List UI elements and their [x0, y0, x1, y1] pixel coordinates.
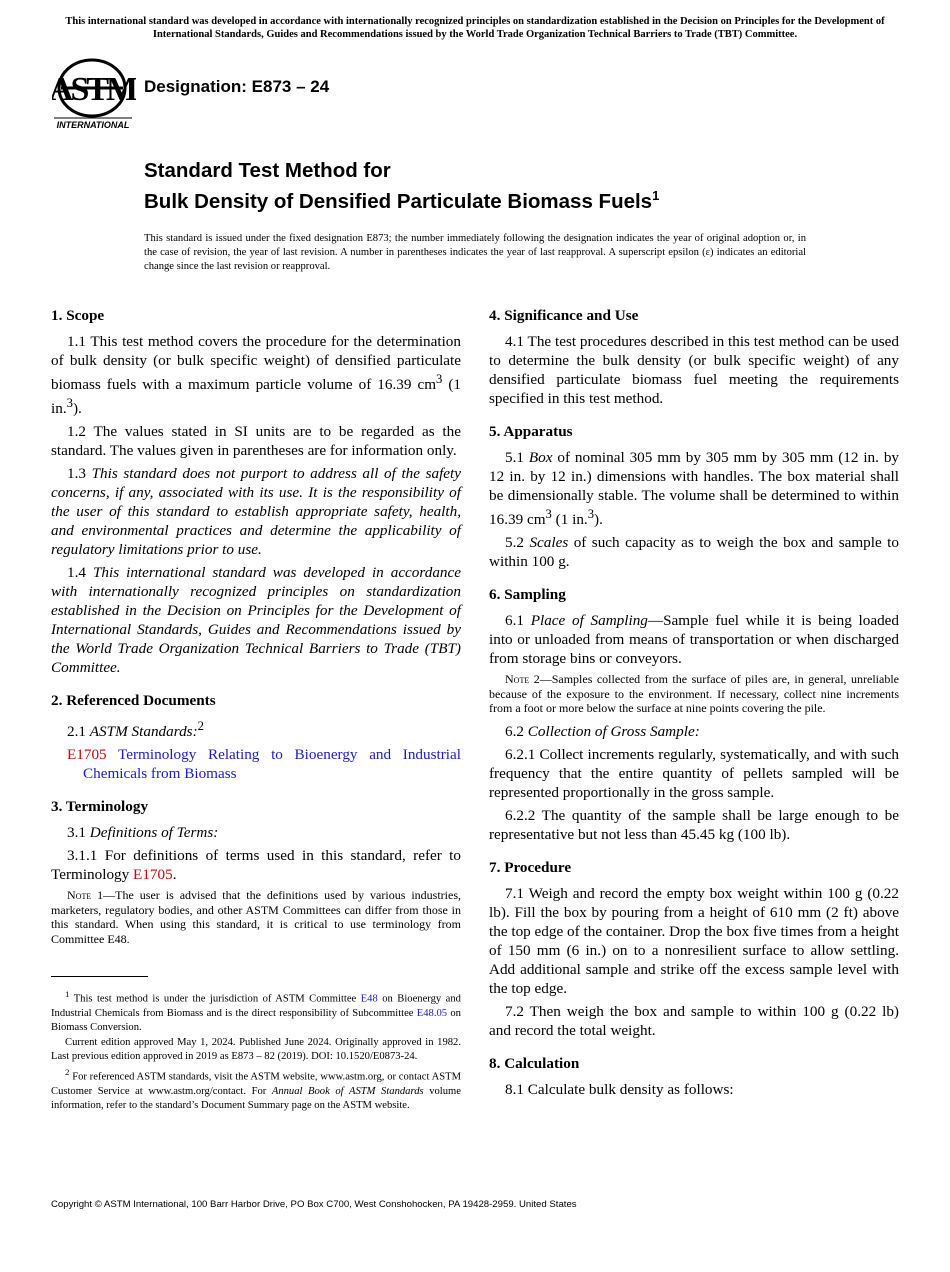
section-heading: 6. Sampling — [489, 586, 566, 604]
e1705-link[interactable]: E1705 — [133, 866, 173, 884]
paragraph-1-1: 1.1 This test method covers the procedure for the determination of bulk density (or bulk specific weight) of densified particulate biomass fuels with a maximum particle volume of 16.39 $cm^3$ (1 in.$^3$). — [51, 333, 461, 418]
issue-note: This standard is issued under the fixed designation E873; the number immediately following the designation indicates the year of original adoption or, in the case of revision, the year of last revision. A number in parentheses indicates the year of last reapproval. A superscript epsilon (ε) indicates an editorial change since the last revision or reapproval. — [144, 233, 806, 272]
ref-code-link[interactable]: E1705 — [67, 746, 107, 764]
paragraph-3-1-1: 3.1.1 For definitions of terms used in this standard, refer to Terminology E1705. — [51, 847, 461, 884]
title-line-2: Bulk Density of Densified Particulate Biomass Fuels$^1$ — [144, 188, 660, 213]
paragraph-1-3: 1.3 This standard does not purport to address all of the safety concerns, if any, associated with its use. It is the responsibility of the user of this standard to establish appropriate safety, health, and environmental practices and determine the applicability of regulatory limitations prior to use. — [51, 465, 462, 559]
paragraph-3-1: 3.1 Definitions of Terms: — [67, 824, 219, 842]
section-sampling — [489, 585, 899, 844]
section-calculation — [489, 1054, 899, 1099]
paragraph-2-1: 2.1 ASTM Standards:$^2$ — [67, 719, 204, 741]
paragraph-1-4: 1.4 This international standard was developed in accordance with internationally recognized principles on standardization established in the Decision on Principles for the Development of International Standards, Guides and Recommendations issued by the World Trade Organization Technical Barriers to Trade (TBT) Committee. — [51, 564, 462, 677]
document-title — [144, 158, 904, 214]
top-notice: This international standard was developed in accordance with internationally recognized principles on standardization established in the Decision on Principles for the Development of International Standards, Guides and Recommendations issued by the World Trade Organization Technical Barriers to Trade (TBT) Committee. — [65, 16, 885, 40]
paragraph-5-2: 5.2 Scales of such capacity as to weigh the box and sample to within 100 g. — [489, 534, 899, 571]
section-heading: 4. Significance and Use — [489, 307, 639, 324]
paragraph-7-2: 7.2 Then weigh the box and sample to within 100 g (0.22 lb) and record the total weight. — [489, 1002, 899, 1039]
designation: Designation: E873 – 24 — [144, 77, 330, 96]
footnotes — [51, 987, 461, 1114]
astm-logo — [52, 56, 136, 132]
e48-05-link[interactable]: E48.05 — [416, 1007, 448, 1019]
right-column — [489, 306, 899, 1113]
astm-logo-graphic — [52, 56, 136, 132]
paragraph-6-2: 6.2 Collection of Gross Sample: — [505, 722, 700, 740]
section-heading: 3. Terminology — [51, 798, 149, 816]
paragraph-7-1: 7.1 Weigh and record the empty box weight within 100 g (0.22 lb). Fill the box by pouring from a height of 610 mm (2 ft) above the top edge of the container. Drop the box five times from a height of 150 mm (6 in.) on to a nonresilient surface to allow settling. Add additional sample and strike off the excess sample level with the top edge. — [489, 884, 899, 997]
ref-title-link[interactable]: Terminology Relating to Bioenergy and Industrial Chemicals from Biomass — [83, 746, 461, 783]
paragraph-8-1: 8.1 Calculate bulk density as follows: — [505, 1080, 734, 1098]
note-2: Note 2—Samples collected from the surface of piles are, in general, unreliable because of the exposure to the environment. If necessary, collect nine increments from a foot or more below the surface at nine points covering the pile. — [489, 672, 900, 716]
paragraph-1-2: 1.2 The values stated in SI units are to be regarded as the standard. The values given in parentheses are for information only. — [51, 423, 461, 460]
e48-link[interactable]: E48 — [360, 993, 378, 1005]
paragraph-6-2-2: 6.2.2 The quantity of the sample shall be large enough to be representative but not less than 45.45 kg (100 lb). — [489, 806, 899, 843]
footnote-1-edition: Current edition approved May 1, 2024. Published June 2024. Originally approved in 1982. Last previous edition approved in 2019 as E873 – 82 (2019). DOI: 10.1520/E0873-24. — [51, 1036, 461, 1062]
section-heading: 1. Scope — [51, 307, 105, 324]
section-procedure — [489, 858, 899, 1040]
reference-e1705 — [67, 745, 461, 783]
title-line-1: Standard Test Method for — [144, 159, 391, 182]
paragraph-6-2-1: 6.2.1 Collect increments regularly, systematically, and with such frequency that the entire quantity of pellets sampled will be represented proportionally in the gross sample. — [489, 745, 899, 801]
section-scope — [51, 306, 461, 677]
section-heading: 7. Procedure — [489, 858, 572, 876]
paragraph-5-1: 5.1 Box of nominal 305 mm by 305 mm by 305 mm (12 in. by 12 in. by 12 in.) dimensions with handles. The box material shall be dimensionally stable. The volume shall be determined to within 16.39 $cm^3$ (1 in.$^3$). — [489, 449, 900, 529]
section-referenced-documents — [51, 691, 461, 783]
title-footnote-mark[interactable]: 1 — [652, 188, 660, 203]
footnote-2: $^2$ For referenced ASTM standards, visit the ASTM website, www.astm.org, or contact ASTM Customer Service at www.astm.org/contact. For Annual Book of ASTM Standards volume information, refer to the standard’s Document Summary page on the ASTM website. — [51, 1067, 462, 1111]
section-heading: 2. Referenced Documents — [51, 692, 216, 710]
paragraph-4-1: 4.1 The test procedures described in this test method can be used to determine the bulk density (or bulk specific weight) of any densified particulate biomass fuel meeting the requirements specified in this test method. — [489, 333, 899, 407]
footnote-1: $^1$ This test method is under the jurisdiction of ASTM Committee E48 on Bioenergy and Industrial Chemicals from Biomass and is the direct responsibility of Subcommittee E48.05 on Biomass Conversion. — [51, 989, 461, 1033]
section-heading: 8. Calculation — [489, 1054, 580, 1072]
footnote-mark-2[interactable]: 2 — [197, 719, 204, 734]
section-heading: 5. Apparatus — [489, 423, 573, 440]
left-column — [51, 306, 461, 960]
svg-text:ASTM: ASTM — [52, 71, 136, 108]
section-terminology — [51, 797, 461, 946]
section-apparatus — [489, 422, 899, 571]
footnote-divider — [51, 976, 148, 977]
svg-text:INTERNATIONAL: INTERNATIONAL — [56, 120, 130, 130]
paragraph-6-1: 6.1 Place of Sampling—Sample fuel while it is being loaded into or unloaded from means of transportation or when discharged from storage bins or conveyors. — [489, 612, 900, 668]
copyright-line: Copyright © ASTM International, 100 Barr Harbor Drive, PO Box C700, West Conshohocken, PA 19428-2959. United States — [51, 1199, 577, 1210]
section-significance — [489, 306, 899, 408]
note-1: Note 1—The user is advised that the definitions used by various industries, marketers, regulatory bodies, and other ASTM Committees can differ from those in this standard. When using this standard, it is critical to use terminology from Committee E48. — [51, 888, 461, 946]
